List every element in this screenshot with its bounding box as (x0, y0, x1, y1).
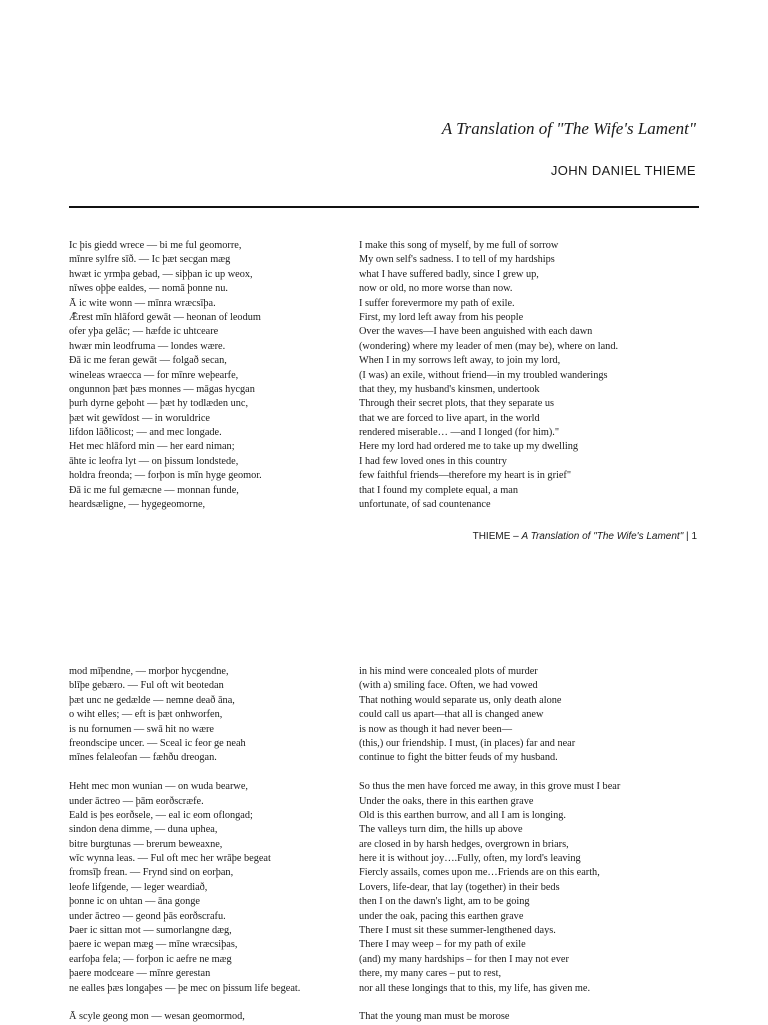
verse-line: That nothing would separate us, only death alone (359, 694, 562, 706)
verse-line: that we are forced to live apart, in the world (359, 412, 540, 424)
verse-line: þaere ic wepan mæg — mīne wræcsiþas, (69, 939, 238, 951)
verse-line: heardsæligne, — hygegeomorne, (69, 499, 206, 511)
verse-line: There I must sit these summer-lengthened days. (359, 925, 556, 937)
verse-line: Under the oaks, there in this earthen grave (359, 795, 534, 807)
verse-line: mīnes felaleofan — fæhðu dreogan. (69, 752, 217, 764)
old-english-column (69, 239, 262, 512)
verse-line: unfortunate, of sad countenance (359, 499, 491, 511)
running-head (473, 531, 697, 542)
article-title: A Translation of "The Wife's Lament" (441, 119, 696, 138)
old-english-column (69, 665, 300, 1025)
verse-line: in his mind were concealed plots of murder (359, 666, 538, 677)
verse-line: Ā scyle geong mon — wesan geomormod, (69, 1011, 245, 1023)
verse-line: (and) my many hardships – for then I may not ever (359, 953, 569, 965)
translation-column (359, 665, 620, 1025)
verse-line: nor all these longings that to this, my life, has given me. (359, 982, 591, 994)
verse-line: continue to fight the bitter feuds of my husband. (359, 752, 558, 764)
verse-line: First, my lord left away from his people (359, 311, 524, 323)
verse-line: Ā ic wite wonn — mīnra wræcsīþa. (69, 297, 216, 309)
verse-line: Eald is þes eorðsele, — eal ic eom oflongad; (69, 809, 253, 821)
verse-line: Ic þis giedd wrece — bi me ful geomorre, (69, 240, 242, 251)
stanza-break (359, 996, 620, 1010)
verse-line: under the oak, pacing this earthen grave (359, 910, 524, 922)
verse-line: My own self's sadness. I to tell of my hardships (359, 254, 555, 266)
page-two (0, 600, 768, 1024)
verse-line: Lovers, life-dear, that lay (together) in their beds (359, 881, 560, 893)
verse-line: Over the waves—I have been anguished with each dawn (359, 326, 593, 338)
verse-line: o wiht elles; — eft is þæt onhworfen, (69, 709, 223, 721)
verse-line: Ðā ic me feran gewāt — folgað secan, (69, 355, 227, 367)
verse-line: that I found my complete equal, a man (359, 484, 518, 496)
verse-line: under āctreo — þām eorðscræfe. (69, 795, 204, 807)
stanza-break (69, 766, 300, 780)
verse-line: Through their secret plots, that they separate us (359, 398, 555, 410)
verse-line: þonne ic on uhtan — āna gonge (69, 896, 200, 908)
verse-line: under āctreo — geond þās eorðscrafu. (69, 910, 226, 922)
verse-line: Fiercly assails, comes upon me…Friends are on this earth, (359, 867, 600, 879)
verse-line: When I in my sorrows left away, to join my lord, (359, 355, 561, 367)
running-head-author: THIEME – (472, 531, 519, 542)
verse-line: (with a) smiling face. Often, we had vowed (359, 680, 538, 692)
verse-line: wineleas wraecca — for mīnre weþearfe, (69, 369, 239, 381)
verse-line: blīþe gebæro. — Ful oft wit beotedan (69, 680, 224, 692)
verse-line: hwæt ic yrmþa gebad, — siþþan ic up weox, (69, 268, 253, 280)
verse-line: there, my many cares – put to rest, (359, 968, 502, 980)
verse-line: Here my lord had ordered me to take up my dwelling (359, 441, 579, 453)
verse-line: that they, my husband's kinsmen, undertook (359, 383, 540, 395)
verse-line: (wondering) where my leader of men (may be), where on land. (359, 340, 619, 352)
verse-line: Old is this earthen burrow, and all I am is longing. (359, 809, 566, 821)
verse-line: þaere modcearе — mīnre gerestan (69, 968, 211, 980)
verse-line: now or old, no more worse than now. (359, 283, 513, 295)
verse-line: wīc wynna leas. — Ful oft mec her wrāþe begeat (69, 853, 271, 865)
verse-line: þæt unc ne gedælde — nemne deað āna, (69, 694, 235, 706)
title-rule (69, 206, 699, 208)
verse-line: mod mīþendne, — morþor hycgendne, (69, 666, 229, 677)
verse-line: I suffer forevermore my path of exile. (359, 297, 515, 309)
verse-line: I make this song of myself, by me full of sorrow (359, 240, 559, 251)
verse-line: Þaer ic sittan mot — sumorlangne dæg, (69, 925, 232, 937)
verse-line: mīnre sylfre sīð. — Ic þæt secgan mæg (69, 254, 231, 266)
verse-line: The valleys turn dim, the hills up above (359, 824, 523, 836)
verse-line: That the young man must be morose (359, 1011, 510, 1023)
verse-line: I had few loved ones in this country (359, 455, 507, 467)
verse-line: what I have suffered badly, since I grew up, (359, 268, 539, 280)
author-name: JOHN DANIEL THIEME (550, 163, 696, 178)
verse-line: is now as though it had never been— (359, 723, 512, 735)
verse-line: few faithful friends—therefore my heart is in grief" (359, 470, 572, 482)
verse-line: (I was) an exile, without friend—in my troubled wanderings (359, 369, 608, 381)
verse-line: þurh dyrne geþoht — þæt hy todlæden unc, (69, 398, 249, 410)
verse-line: bitre burgtunas — brerum beweaxne, (69, 838, 223, 850)
verse-line: Heht mec mon wunian — on wuda bearwe, (69, 781, 248, 793)
verse-line: are closed in by harsh hedges, overgrown in briars, (359, 838, 569, 850)
verse-line: could call us apart—that all is changed anew (359, 709, 544, 721)
verse-line: So thus the men have forced me away, in this grove must I bear (359, 781, 621, 793)
translation-column (359, 239, 618, 512)
verse-line: here it is without joy….Fully, often, my lord's leaving (359, 853, 581, 865)
verse-line: Ðā ic me ful gemæcne — monnan funde, (69, 484, 239, 496)
verse-line: then I on the dawn's light, am to be going (359, 896, 530, 908)
verse-line: þæt wit gewīdost — in woruldrice (69, 412, 210, 424)
verse-line: lifdon lāðlicost; — and mec longade. (69, 427, 222, 439)
page-number: 1 (691, 531, 697, 542)
verse-line: earfoþa fela; — forþon ic aefre ne mæg (69, 953, 232, 965)
verse-line: Ǣrest mīn hlāford gewāt — heonan of leodum (69, 311, 261, 323)
verse-line: ne ealles þæs longaþes — þe mec on þissum life begeat. (69, 982, 301, 994)
verse-line: (this,) our friendship. I must, (in places) far and near (359, 737, 576, 749)
running-head-separator: | (686, 531, 689, 542)
verse-line: āhte ic leofra lyt — on þissum londstede, (69, 455, 239, 467)
verse-line: sindon dena dimme, — duna uphea, (69, 824, 218, 836)
verse-line: fromsīþ frean. — Frynd sind on eorþan, (69, 867, 234, 879)
verse-line: holdra freonda; — forþon is mīn hyge geomor. (69, 470, 262, 482)
stanza-break (69, 996, 300, 1010)
verse-line: There I may weep – for my path of exile (359, 939, 526, 951)
stanza-break (359, 766, 620, 780)
verse-line: rendered miserable… —and I longed (for him)." (359, 427, 560, 439)
verse-line: ofer yþa gelāc; — hæfde ic uhtceare (69, 326, 219, 338)
verse-line: nīwes oþþe ealdes, — nomā þonne nu. (69, 283, 228, 295)
verse-line: is nu fornumen — swā hit no wære (69, 723, 214, 735)
running-head-title: A Translation of "The Wife's Lament" (521, 531, 684, 542)
verse-line: Het mec hlāford min — her eard niman; (69, 441, 235, 453)
verse-line: leofe lifgende, — leger weardiað, (69, 881, 208, 893)
verse-line: ongunnon þæt þæs monnes — māgas hycgan (69, 383, 255, 395)
verse-line: hwær min leodfruma — londes wære. (69, 340, 226, 352)
verse-line: freondscipe uncer. — Sceal ic feor ge neah (69, 737, 246, 749)
